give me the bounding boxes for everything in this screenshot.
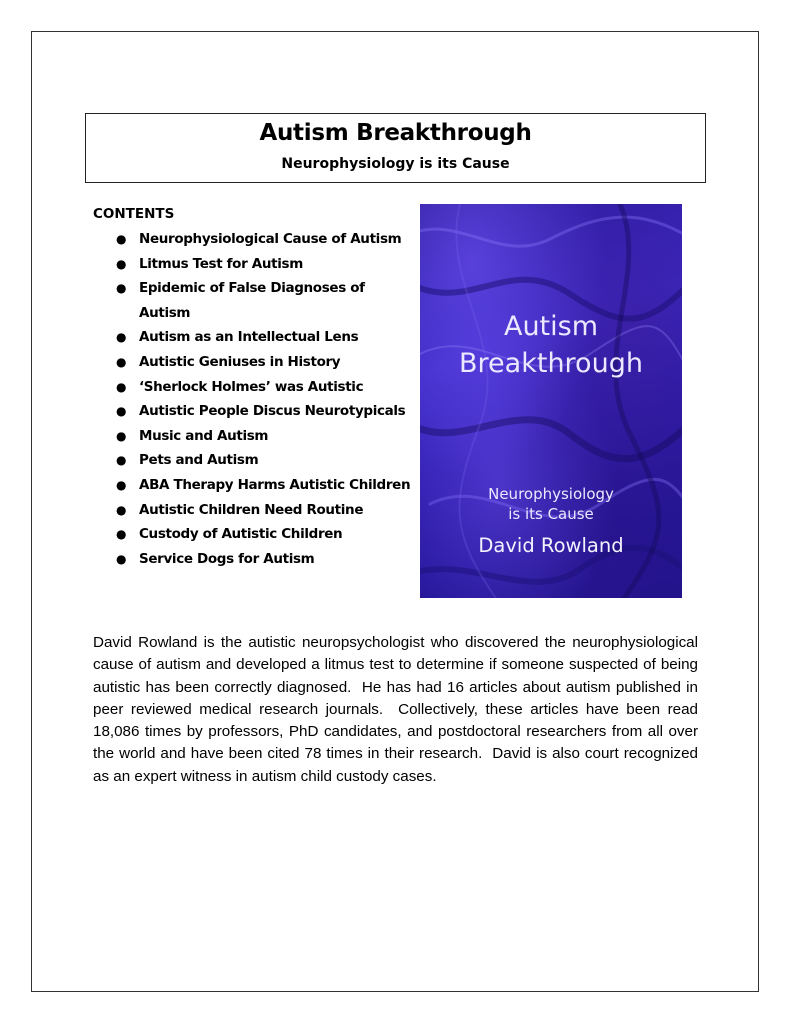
cover-subtitle-line: is its Cause <box>508 505 594 523</box>
bullet-icon: ● <box>116 428 127 443</box>
contents-item-label: Autistic Children Need Routine <box>139 501 364 518</box>
document-title: Autism Breakthrough <box>259 120 532 146</box>
contents-item-label: ABA Therapy Harms Autistic Children <box>139 476 411 493</box>
bullet-icon: ● <box>116 281 127 296</box>
contents-item <box>93 424 413 449</box>
contents-heading: CONTENTS <box>93 206 175 222</box>
contents-item <box>93 399 413 424</box>
contents-item <box>93 547 413 572</box>
bullet-icon: ● <box>116 330 127 345</box>
bullet-icon: ● <box>116 379 127 394</box>
bullet-icon: ● <box>116 477 127 492</box>
contents-item-label: Pets and Autism <box>139 452 259 469</box>
contents-item-label: Autistic Geniuses in History <box>139 353 341 370</box>
contents-item <box>93 325 413 350</box>
cover-subtitle-line: Neurophysiology <box>488 485 614 503</box>
contents-item <box>93 448 413 473</box>
contents-item <box>93 498 413 523</box>
contents-item <box>93 227 413 252</box>
document-subtitle: Neurophysiology is its Cause <box>281 156 510 172</box>
title-box <box>85 113 706 183</box>
contents-item-continuation <box>93 301 413 326</box>
bullet-icon: ● <box>116 354 127 369</box>
book-cover-image <box>420 204 682 598</box>
cover-title <box>420 308 682 382</box>
contents-item <box>93 276 413 301</box>
contents-item-label: Custody of Autistic Children <box>139 526 343 543</box>
cover-title-line: Breakthrough <box>459 348 643 379</box>
cover-subtitle <box>420 484 682 524</box>
bullet-icon: ● <box>116 527 127 542</box>
contents-item <box>93 375 413 400</box>
contents-item-label: Music and Autism <box>139 427 269 444</box>
author-bio-paragraph: David Rowland is the autistic neuropsychologist who discovered the neurophysiological cause of autism and developed a litmus test to determine if someone suspected of being autistic has been correctly diagnosed. He has had 16 articles about autism published in peer reviewed medical research journals. Collectively, these articles have been read 18,086 times by professors, PhD candidates, and postdoctoral researchers from all over the world and have been cited 78 times in their research. David is also court recognized as an expert witness in autism child custody cases. <box>93 634 703 785</box>
contents-item-label: Autism <box>139 304 191 321</box>
cover-author: David Rowland <box>478 534 624 557</box>
contents-item <box>93 252 413 277</box>
contents-item-label: Service Dogs for Autism <box>139 550 315 567</box>
cover-title-line: Autism <box>503 311 599 342</box>
contents-list <box>93 227 413 571</box>
contents-item <box>93 350 413 375</box>
bullet-icon: ● <box>116 404 127 419</box>
contents-item-label: Neurophysiological Cause of Autism <box>139 231 402 247</box>
contents-item <box>93 473 413 498</box>
bullet-icon: ● <box>116 232 127 246</box>
bullet-icon: ● <box>116 256 127 271</box>
bullet-icon: ● <box>116 453 127 468</box>
contents-item-label: Autism as an Intellectual Lens <box>139 329 359 346</box>
contents-item-label: ‘Sherlock Holmes’ was Autistic <box>139 378 364 395</box>
contents-item-label: Autistic People Discus Neurotypicals <box>139 403 406 420</box>
bullet-icon: ● <box>116 551 127 566</box>
contents-item-label: Litmus Test for Autism <box>139 255 303 272</box>
bullet-icon: ● <box>116 502 127 517</box>
contents-item-label: Epidemic of False Diagnoses of <box>139 280 365 297</box>
contents-section <box>93 205 413 571</box>
contents-item <box>93 522 413 547</box>
